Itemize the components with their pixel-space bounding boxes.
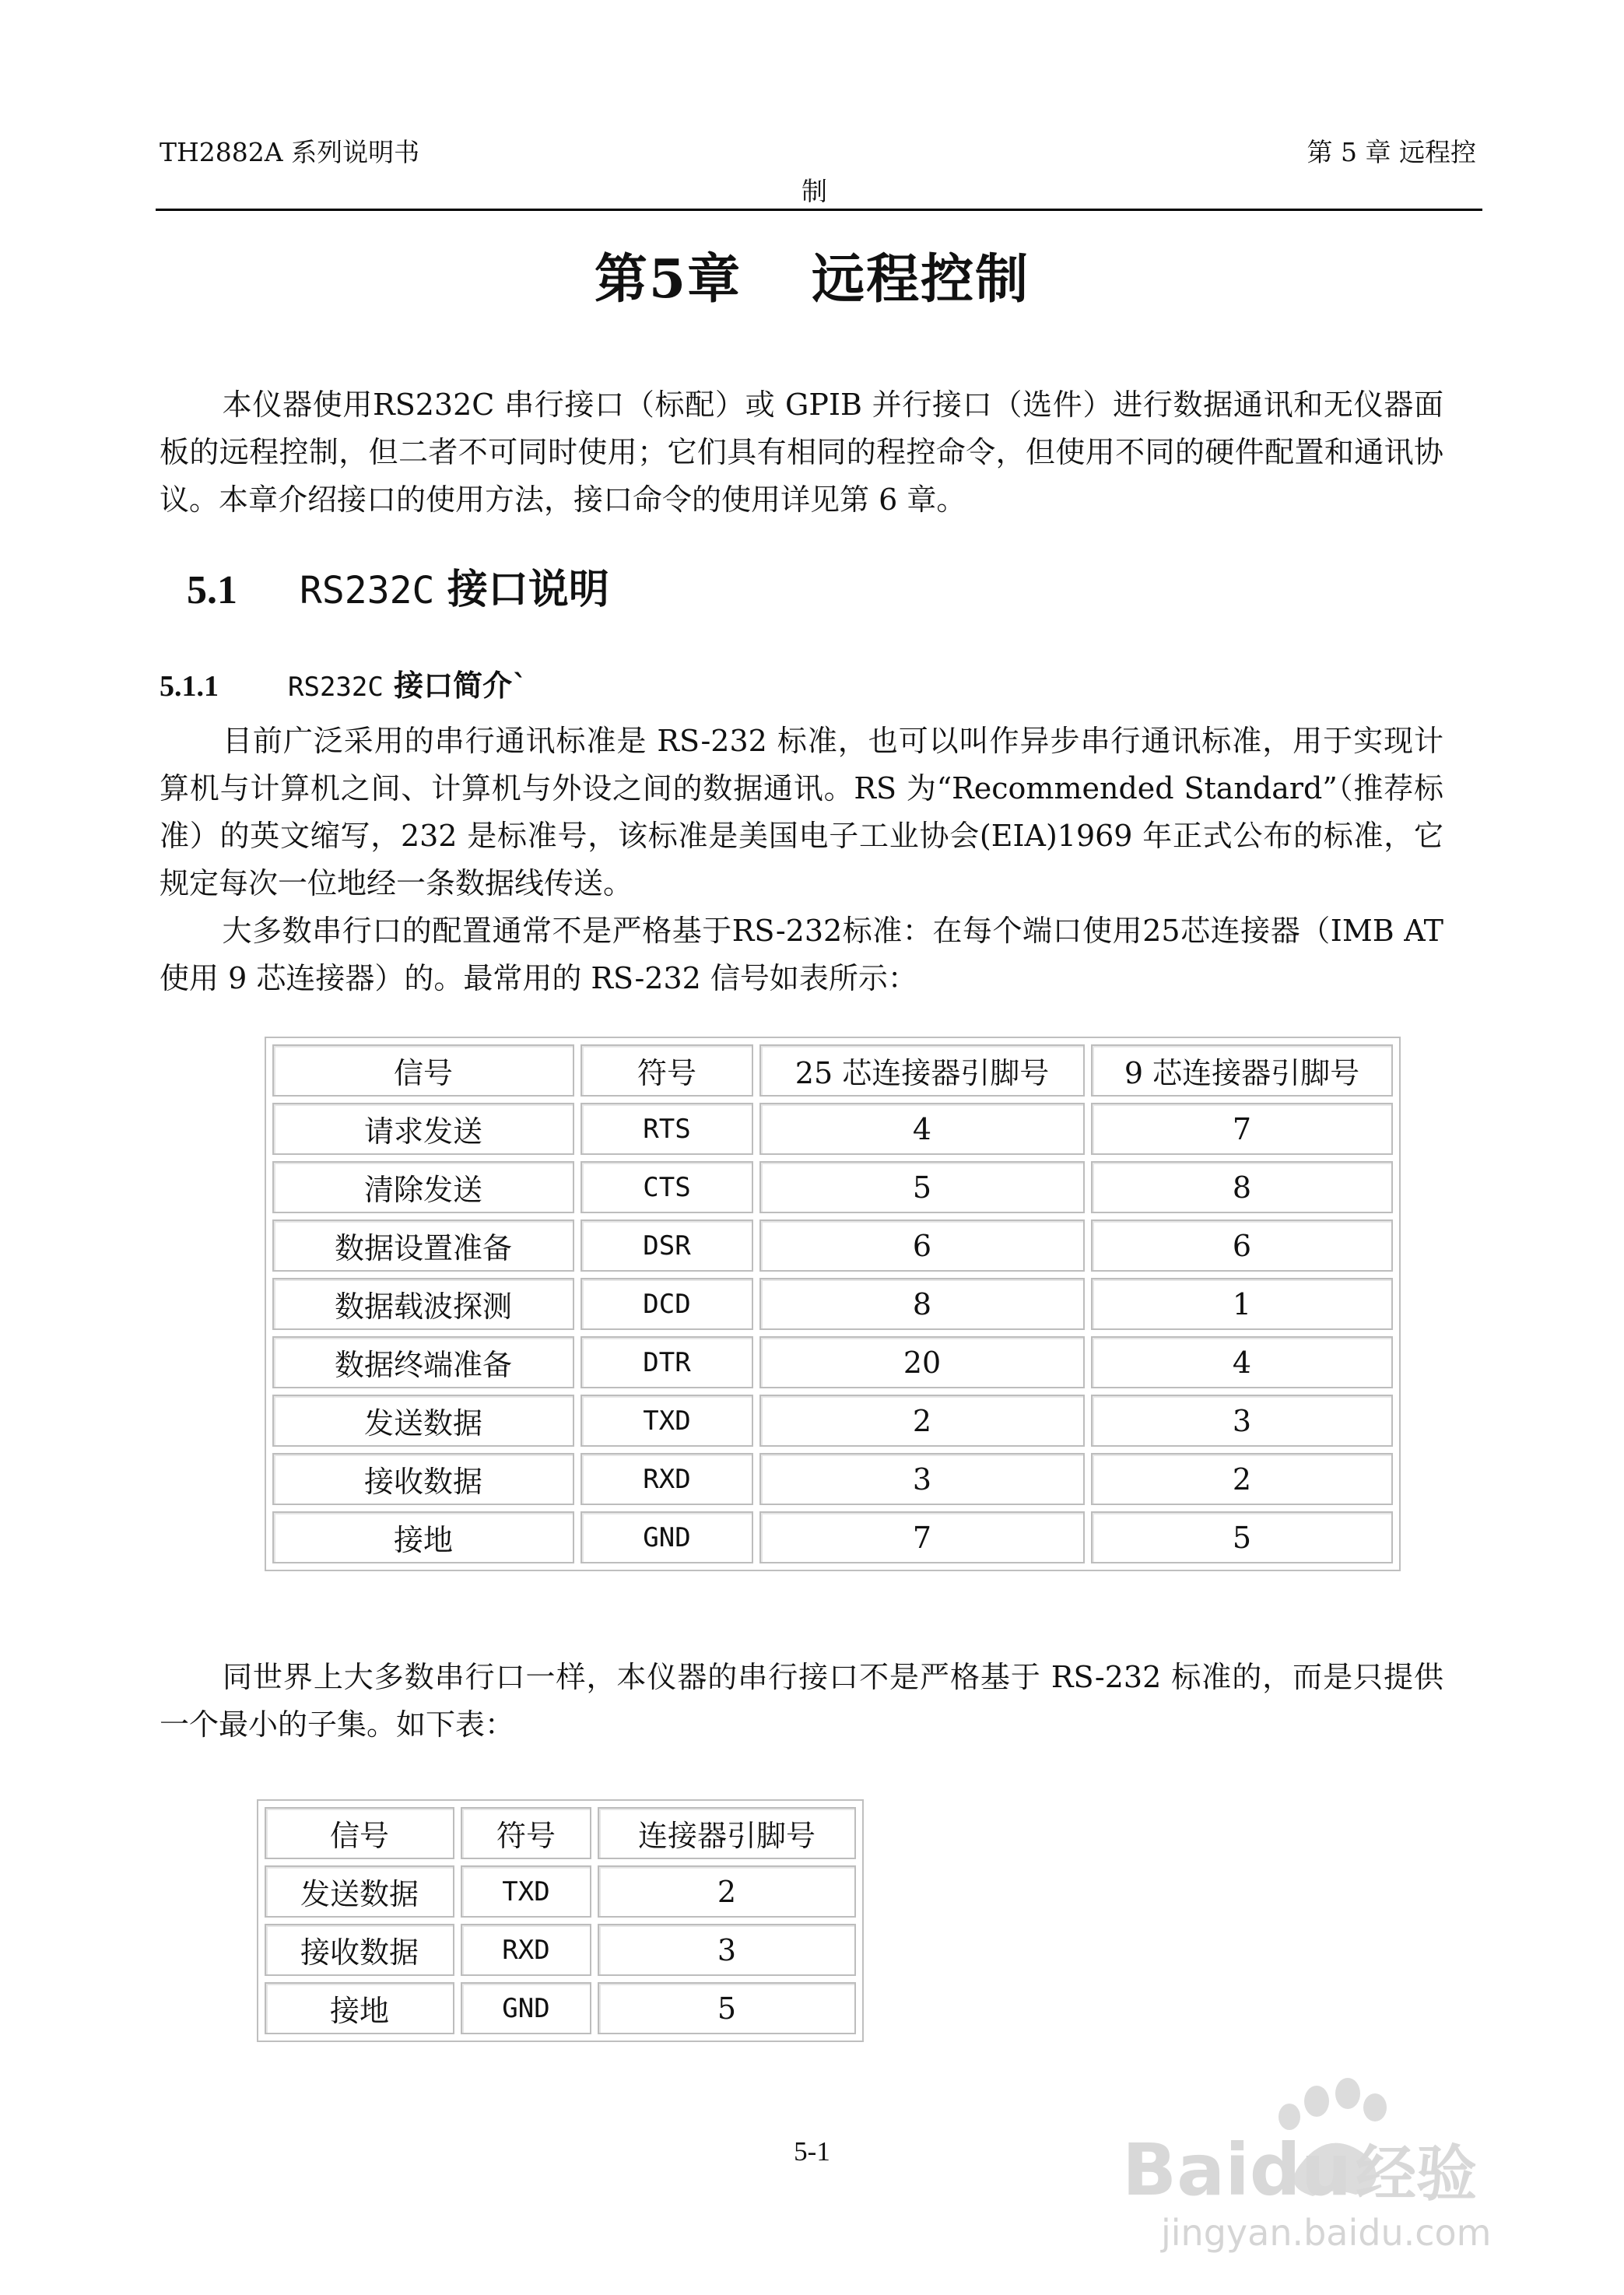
baidu-paw-icon (1122, 2070, 1527, 2257)
subsection-title-suffix: 接口简介` (394, 668, 528, 703)
table-row (272, 1336, 1393, 1388)
page-number: 5-1 (794, 2136, 830, 2167)
table-cell: 接地 (265, 1982, 454, 2034)
table-row (272, 1395, 1393, 1447)
intro-paragraph: 本仪器使用RS232C 串行接口（标配）或 GPIB 并行接口（选件）进行数据通讯和无仪器面板的远程控制，但二者不可同时使用；它们具有相同的程控命令，但使用不同的硬件配置和通讯协议。本章介绍接口的使用方法，接口命令的使用详见第 6 章。 (160, 388, 1443, 517)
table-cell: 6 (1091, 1219, 1393, 1272)
table-cell: 4 (759, 1103, 1085, 1155)
table-cell: TXD (461, 1865, 591, 1918)
table-cell: 发送数据 (272, 1395, 574, 1447)
table-cell: RTS (581, 1103, 753, 1155)
header-chapter-label: 第 5 章 远程控 (1307, 137, 1476, 167)
table-cell: 发送数据 (265, 1865, 454, 1918)
table-cell: 数据载波探测 (272, 1278, 574, 1330)
table-cell: 接地 (272, 1511, 574, 1563)
table-cell: DSR (581, 1219, 753, 1272)
table-row (265, 1924, 856, 1976)
table-row (272, 1453, 1393, 1505)
table-cell: 请求发送 (272, 1103, 574, 1155)
subsection-title-prefix: RS232C (288, 672, 384, 703)
table-row (265, 1865, 856, 1918)
chapter-number: 第5章 (594, 248, 742, 311)
table-cell: 7 (1091, 1103, 1393, 1155)
table-header-cell: 符号 (461, 1807, 591, 1859)
subsection-heading (160, 661, 527, 704)
table-row (272, 1278, 1393, 1330)
table-cell: 2 (1091, 1453, 1393, 1505)
rs232-signal-table (265, 1037, 1401, 1571)
chapter-name: 远程控制 (812, 248, 1030, 311)
table-cell: DCD (581, 1278, 753, 1330)
baidu-watermark (1122, 2070, 1527, 2257)
table-cell: 20 (759, 1336, 1085, 1388)
table-cell: 3 (1091, 1395, 1393, 1447)
table-cell: CTS (581, 1161, 753, 1213)
table-row (272, 1103, 1393, 1155)
table-header-row (272, 1044, 1393, 1097)
section-number: 5.1 (187, 568, 237, 612)
section-heading (187, 556, 609, 615)
paragraph-connector-config: 大多数串行口的配置通常不是严格基于RS-232标准：在每个端口使用25芯连接器（IMB AT 使用 9 芯连接器）的。最常用的 RS-232 信号如表所示： (160, 914, 1443, 995)
table-cell: 数据终端准备 (272, 1336, 574, 1388)
table-cell: 2 (759, 1395, 1085, 1447)
table-header-cell: 9 芯连接器引脚号 (1091, 1044, 1393, 1097)
table-header-cell: 连接器引脚号 (598, 1807, 856, 1859)
table-cell: 数据设置准备 (272, 1219, 574, 1272)
table-cell: 7 (759, 1511, 1085, 1563)
table-cell: TXD (581, 1395, 753, 1447)
table-cell: 6 (759, 1219, 1085, 1272)
table-cell: GND (461, 1982, 591, 2034)
table-cell: RXD (461, 1924, 591, 1976)
table-row (265, 1982, 856, 2034)
table-cell: 接收数据 (272, 1453, 574, 1505)
table-header-cell: 25 芯连接器引脚号 (759, 1044, 1085, 1097)
header-rule (156, 209, 1482, 211)
table-row (272, 1161, 1393, 1213)
paragraph-minimal-subset: 同世界上大多数串行口一样，本仪器的串行接口不是严格基于 RS-232 标准的，而是只提供一个最小的子集。如下表： (160, 1660, 1443, 1742)
watermark-brand: Baidu (1122, 2128, 1352, 2212)
chapter-title (0, 237, 1624, 313)
table-header-cell: 符号 (581, 1044, 753, 1097)
watermark-url: jingyan.baidu.com (1161, 2212, 1492, 2254)
paragraph-rs232-intro: 目前广泛采用的串行通讯标准是 RS-232 标准，也可以叫作异步串行通讯标准，用于实现计算机与计算机之间、计算机与外设之间的数据通讯。RS 为“Recommended Standard”（推荐标准）的英文缩写，232 是标准号，该标准是美国电子工业协会(EIA)1969 年正式公布的标准，它规定每次一位地经一条数据线传送。 (160, 724, 1443, 900)
table-cell: 5 (598, 1982, 856, 2034)
subsection-number: 5.1.1 (160, 670, 219, 703)
table-cell: DTR (581, 1336, 753, 1388)
table-header-cell: 信号 (265, 1807, 454, 1859)
table-row (272, 1511, 1393, 1563)
table-cell: 5 (759, 1161, 1085, 1213)
table-cell: 接收数据 (265, 1924, 454, 1976)
watermark-cn: 经验 (1356, 2139, 1478, 2209)
table-cell: 4 (1091, 1336, 1393, 1388)
section-title-suffix: 接口说明 (447, 566, 609, 613)
table-cell: 8 (1091, 1161, 1393, 1213)
table-cell: GND (581, 1511, 753, 1563)
table-cell: 2 (598, 1865, 856, 1918)
table-cell: 3 (598, 1924, 856, 1976)
rs232-subset-table (257, 1799, 864, 2042)
table-row (272, 1219, 1393, 1272)
table-cell: 1 (1091, 1278, 1393, 1330)
section-title-prefix: RS232C (300, 569, 435, 612)
table-cell: 3 (759, 1453, 1085, 1505)
header-document-title: TH2882A 系列说明书 (160, 137, 420, 167)
table-cell: 5 (1091, 1511, 1393, 1563)
table-cell: 8 (759, 1278, 1085, 1330)
table-cell: 清除发送 (272, 1161, 574, 1213)
table-header-row (265, 1807, 856, 1859)
table-cell: RXD (581, 1453, 753, 1505)
header-chapter-label-wrap: 制 (801, 176, 827, 206)
table-header-cell: 信号 (272, 1044, 574, 1097)
